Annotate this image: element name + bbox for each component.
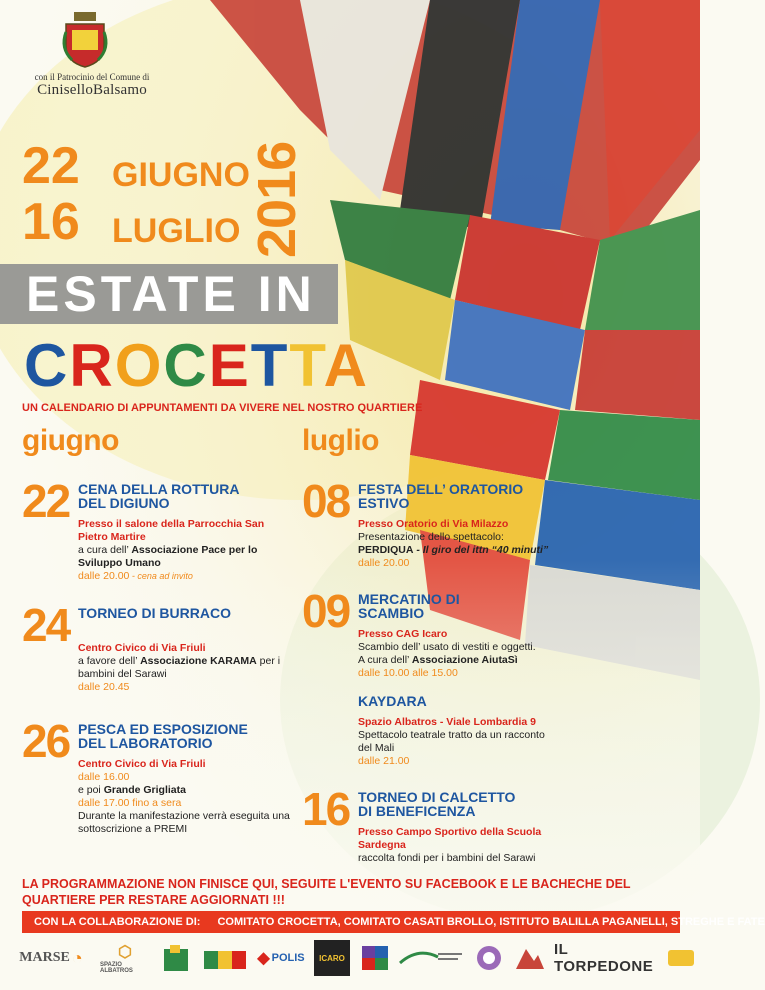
event-day: 16 (302, 783, 350, 835)
collaboration-band (22, 911, 765, 933)
patronage (22, 72, 162, 99)
event-day: 24 (22, 599, 70, 651)
event-title: ESTIVO (358, 495, 410, 511)
event-time: dalle 17.00 fino a sera (78, 797, 182, 809)
event-place: Presso CAG Icaro (358, 628, 448, 640)
event-note: Durante la manifestazione verrà eseguita una (78, 810, 290, 822)
spazio-albatros-logo: ⬡ SPAZIO ALBATROS (100, 944, 133, 974)
partner-logos (14, 940, 694, 980)
marse-logo: MARSE ◔ (19, 947, 83, 968)
event-organizer: a favore dell’ Associazione KARAMA per i (78, 655, 281, 667)
mountain-icon (514, 943, 546, 973)
footer-notice: LA PROGRAMMAZIONE NON FINISCE QUI, SEGUITE L'EVENTO SU FACEBOOK E LE BACHECHE DEL QUARTIERE PER RESTARE AGGIORNATI !!! (22, 877, 631, 907)
event-time: dalle 21.00 (358, 755, 410, 767)
circle-icon (475, 943, 503, 973)
event-july-16 (302, 783, 602, 866)
collaboration-label: CON LA COLLABORAZIONE DI: (34, 916, 201, 928)
event-title: DEL LABORATORIO (78, 735, 213, 751)
event-title: DI BENEFICENZA (358, 803, 476, 819)
event-note: sottoscrizione a PREMI (78, 823, 188, 835)
event-june-24 (22, 599, 292, 693)
event-detail: del Mali (358, 742, 395, 754)
june-heading: giugno (22, 424, 119, 457)
event-title: PESCA ED ESPOSIZIONE (78, 721, 248, 737)
event-day: 26 (22, 715, 70, 767)
start-day: 22 (22, 137, 80, 195)
collaboration-list: COMITATO CROCETTA, COMITATO CASATI BROLLO, ISTITUTO BALILLA PAGANELLI, STREGHE E FATE (217, 916, 765, 928)
event-day: 22 (22, 475, 70, 527)
title-letter: C (163, 332, 209, 399)
event-day: 08 (302, 475, 350, 527)
event-july-08 (302, 475, 602, 578)
event-title: KAYDARA (358, 693, 427, 709)
title-letter: C (24, 332, 70, 399)
event-place: Sardegna (358, 839, 406, 851)
partner-logo (396, 940, 466, 976)
event-day: 09 (302, 585, 350, 637)
title-line2 (24, 334, 369, 398)
event-title: MERCATINO DI (358, 591, 460, 607)
end-month: LUGLIO (112, 212, 241, 250)
year: 2016 (247, 141, 307, 258)
municipal-crest-icon (62, 12, 108, 68)
event-time: dalle 20.00 (358, 557, 410, 569)
event-detail: Presentazione dello spettacolo: (358, 531, 504, 543)
july-heading: luglio (302, 424, 379, 457)
event-june-26 (22, 715, 292, 838)
event-june-22 (22, 475, 292, 588)
title-letter: T (289, 332, 324, 399)
partner-logo (512, 940, 548, 976)
title-letter: E (208, 332, 251, 399)
event-organizer: Sviluppo Umano (78, 557, 161, 569)
end-day: 16 (22, 193, 80, 251)
partner-logo (160, 940, 192, 976)
event-time: dalle 20.45 (78, 681, 130, 693)
event-detail: e poi Grande Grigliata (78, 784, 186, 796)
event-place: Presso il salone della Parrocchia San (78, 518, 265, 530)
patronage-line: con il Patrocinio del Comune di (34, 72, 150, 82)
icaro-logo: ICARO (314, 940, 350, 976)
event-time: dalle 16.00 (78, 771, 130, 783)
partner-logo (360, 940, 390, 976)
flag-icon (204, 943, 246, 973)
event-organizer: a cura dell’ Associazione Pace per lo (78, 544, 258, 556)
torpedone-logo: IL TORPEDONE (554, 940, 694, 976)
event-title: FESTA DELL’ ORATORIO (358, 481, 524, 497)
event-place: Spazio Albatros - Viale Lombardia 9 (358, 716, 536, 728)
event-organizer: bambini del Sarawi (78, 668, 167, 680)
polis-logo: ◆ POLIS (257, 950, 305, 967)
event-title: DEL DIGIUNO (78, 495, 170, 511)
title-letter: O (114, 332, 164, 399)
title-letter: A (323, 332, 369, 399)
subtitle: UN CALENDARIO DI APPUNTAMENTI DA VIVERE NEL NOSTRO QUARTIERE (22, 402, 423, 414)
event-show: PERDIQUA - Il giro del ittn “40 minuti” (358, 544, 549, 556)
event-organizer: A cura dell’ Associazione AiutaSì (358, 654, 518, 666)
partner-logo (202, 940, 248, 976)
partner-logo (474, 940, 504, 976)
title-line1: ESTATE IN (26, 266, 316, 322)
event-place: Centro Civico di Via Friuli (78, 758, 206, 770)
event-time: dalle 10.00 alle 15.00 (358, 667, 458, 679)
mosaic-icon (362, 944, 388, 972)
title-letter: T (250, 332, 290, 399)
municipality-name: CiniselloBalsamo (37, 82, 147, 98)
event-title: TORNEO DI BURRACO (78, 605, 231, 621)
event-july-09 (302, 585, 602, 679)
title-letter: R (69, 332, 115, 399)
event-place: Presso Oratorio di Via Milazzo (358, 518, 509, 530)
event-title: SCAMBIO (358, 605, 425, 621)
event-title: CENA DELLA ROTTURA (78, 481, 240, 497)
event-detail: Scambio dell’ usato di vestiti e oggetti. (358, 641, 536, 653)
event-detail: Spettacolo teatrale tratto da un racconto (358, 729, 545, 741)
event-place: Pietro Martire (78, 531, 146, 543)
event-title: TORNEO DI CALCETTO (358, 789, 516, 805)
event-place: Presso Campo Sportivo della Scuola (358, 826, 542, 838)
swoosh-icon (398, 943, 464, 973)
start-month: GIUGNO (112, 156, 250, 194)
event-detail: raccolta fondi per i bambini del Sarawi (358, 852, 536, 864)
event-place: Centro Civico di Via Friuli (78, 642, 206, 654)
event-time: dalle 20.00 - cena ad invito (78, 570, 193, 582)
event-kaydara (302, 692, 602, 772)
hand-icon (162, 943, 190, 973)
